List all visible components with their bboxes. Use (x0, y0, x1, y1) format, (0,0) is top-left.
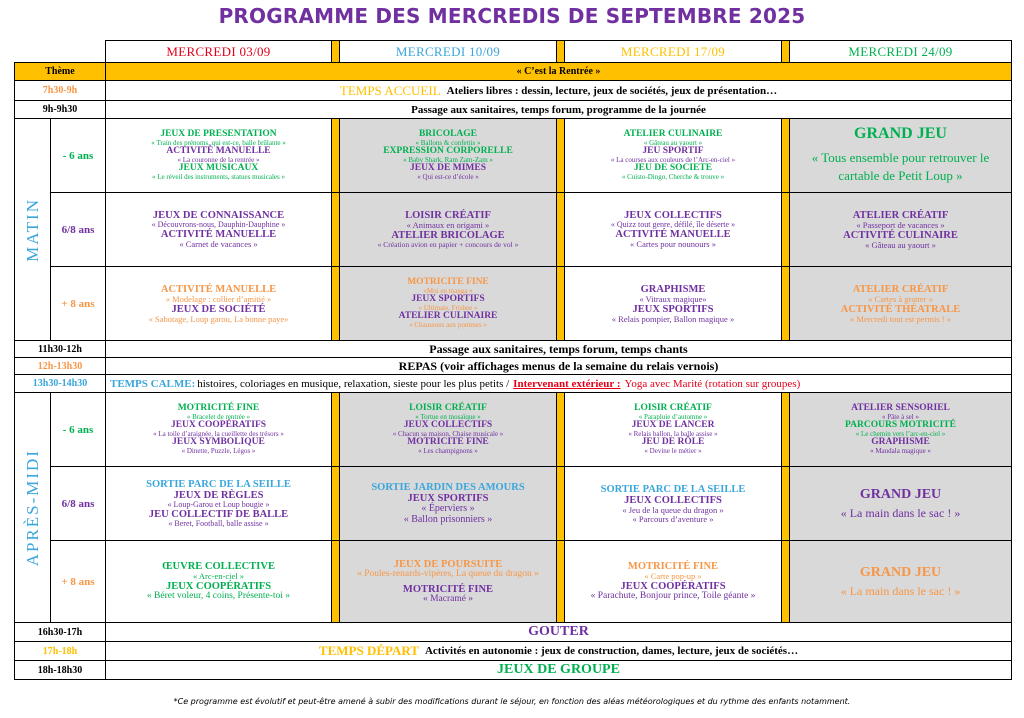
activity-detail: « Éperviers » (421, 503, 475, 515)
activity-detail: « Train des prénoms, qui est-ce, balle brûlante » (151, 138, 286, 147)
activity-detail: « Arc-en-ciel » (193, 571, 244, 582)
activity-cell (564, 540, 782, 623)
activity-detail: « La couronne de la rentrée » (177, 155, 260, 164)
activity-title: JEUX DE CONNAISSANCE (152, 209, 285, 221)
activity-title: LOISIR CRÉATIF (405, 210, 491, 222)
activity-cell (105, 266, 332, 341)
age-group: - 6 ans (50, 392, 106, 467)
activity-cell (564, 466, 782, 541)
activity-title: ATELIER BRICOLAGE (391, 230, 505, 242)
activity-detail: « Vitraux magique» (639, 293, 707, 304)
matin-label-cell (14, 118, 51, 341)
activity-title: JEUX DE MIMES (409, 163, 486, 174)
activity-title: SORTIE JARDIN DES AMOURS (371, 481, 525, 493)
footnote: *Ce programme est évolutif et peut-être amené à subir des modifications durant le séjour, en fonction des aléas météorologiques et du rythme des enfants notamment. (173, 697, 851, 706)
activity-title: ATELIER CULINAIRE (623, 128, 723, 139)
activity-detail: «Moi en manga » (423, 286, 473, 295)
activity-title: JEUX DE LANCER (631, 419, 715, 430)
activity-cell (339, 266, 557, 341)
activity-title: JEU COLLECTIF DE BALLE (148, 509, 289, 520)
activity-detail: « Ultimate, Frisbee » (418, 303, 478, 312)
time-slot: 9h-9h30 (14, 100, 106, 119)
schedule-table (14, 40, 1011, 679)
activity-detail: « Chacun sa maison, Chaise musicale » (392, 429, 504, 438)
activity-detail: « Qui est-ce d’école » (417, 173, 479, 182)
activity-title: ACTIVITÉ MANUELLE (160, 229, 277, 241)
theme-label: Thème (14, 62, 106, 81)
activity-detail: « La courses aux couleurs de l’Arc-en-ciel » (610, 155, 736, 164)
activity-title: JEUX SPORTIFS (411, 293, 485, 304)
activity-title: JEUX COLLECTIFS (624, 494, 722, 506)
activity-cell (564, 392, 782, 467)
activity-title: JEUX DE RÈGLES (173, 489, 264, 501)
activity-title: JEUX DE POURSUITE (393, 558, 503, 570)
matin-label: MATIN (22, 197, 42, 262)
time-slot: 16h30-17h (14, 622, 106, 642)
activity-title: MOTRICITE FINE (407, 276, 489, 287)
activity-detail: « Parapluie d’automne » (638, 412, 708, 421)
activity-detail: « Jeu de la queue du dragon » (622, 504, 724, 515)
activity-detail: « Chaussons aux pommes » (409, 321, 487, 330)
activity-title: ATELIER CULINAIRE (398, 311, 498, 322)
activity-detail: « Tous ensemble pour retrouver le cartable de Petit Loup » (811, 149, 990, 183)
activity-title: ACTIVITÉ MANUELLE (166, 145, 271, 156)
activity-title: GRAND JEU (859, 564, 942, 580)
activity-title: JEU SPORTIF (642, 145, 704, 156)
band-row: GOUTER (105, 622, 1012, 642)
activity-cell (339, 540, 557, 623)
activity-detail: « Loup-Garou et Loup bougie » (167, 499, 270, 509)
accueil-text: Ateliers libres : dessin, lecture, jeux de sociétés, jeux de présentation… (446, 84, 778, 97)
band-row: Passage aux sanitaires, temps forum, temps chants (105, 340, 1012, 358)
activity-detail: « La main dans le sac ! » (840, 583, 961, 598)
accueil-band (105, 80, 1012, 101)
activity-detail: « Animaux en origami » (406, 220, 490, 231)
depart-text: Activités en autonomie : jeux de construction, dames, lecture, jeux de sociétés… (424, 645, 799, 657)
activity-detail: « Les champignons » (418, 447, 478, 456)
band-row: Passage aux sanitaires, temps forum, programme de la journée (105, 100, 1012, 119)
activity-detail: « Gâteau au yaourt » (865, 239, 936, 250)
activity-detail: « La main dans le sac ! » (840, 505, 961, 520)
accueil-title: TEMPS ACCUEIL (339, 82, 441, 98)
time-slot: 12h-13h30 (14, 357, 106, 375)
activity-detail: « Tortue en mosaïque » (415, 412, 481, 421)
activity-title: ACTIVITÉ CULINAIRE (843, 229, 958, 241)
activity-detail: « Parcours d’aventure » (632, 513, 714, 524)
theme-value: « C’est la Rentrée » (105, 62, 1012, 81)
activity-cell (789, 392, 1012, 467)
activity-title: MOTRICITÉ FINE (177, 402, 260, 413)
activity-detail: « Cartes pour nounours » (630, 239, 716, 250)
temps-calme-title: TEMPS CALME: (110, 377, 196, 390)
activity-detail: « Mercredi tout est permis ! » (849, 313, 952, 324)
activity-cell (105, 192, 332, 267)
activity-title: LOISIR CRÉATIF (409, 402, 487, 413)
activity-title: JEUX SPORTIFS (632, 303, 714, 315)
activity-title: ACTIVITÉ THÉATRALE (840, 303, 961, 315)
activity-cell (789, 118, 1012, 193)
activity-title: GRAPHISME (640, 283, 706, 295)
activity-detail: « Béret voleur, 4 coins, Présente-toi » (146, 590, 291, 601)
activity-cell (105, 540, 332, 623)
time-slot: 13h30-14h30 (14, 374, 106, 393)
time-slot: 17h-18h (14, 641, 106, 661)
activity-detail: « Modelage : collier d’amitié » (165, 293, 272, 304)
day-header-2: MERCREDI 10/09 (339, 40, 557, 63)
band-row: JEUX DE GROUPE (105, 660, 1012, 680)
activity-title: LOISIR CRÉATIF (634, 402, 712, 413)
activity-title: ATELIER SENSORIEL (851, 402, 950, 413)
activity-title: JEUX COOPÉRATIFS (620, 580, 726, 592)
activity-detail: « Bracelet de rentrée » (186, 412, 251, 421)
activity-detail: « Ballon prisonniers » (403, 513, 493, 525)
activity-cell (789, 266, 1012, 341)
activity-cell (105, 118, 332, 193)
activity-title: GRAND JEU (854, 124, 947, 142)
activity-title: JEUX COOPÉRATIFS (165, 580, 272, 592)
activity-detail: « Découvrons-nous, Dauphin-Dauphine » (151, 219, 286, 229)
activity-title: JEU DE SOCIETE (633, 163, 713, 174)
activity-title: ATELIER CRÉATIF (852, 283, 949, 295)
age-group: 6/8 ans (50, 466, 106, 541)
age-group: + 8 ans (50, 540, 106, 623)
activity-detail: « Devine le métier » (644, 447, 702, 456)
time-slot: 7h30-9h (14, 80, 106, 101)
activity-detail: « Dinette, Puzzle, Légos » (181, 447, 256, 456)
activity-title: GRAPHISME (871, 437, 930, 448)
age-group: 6/8 ans (50, 192, 106, 267)
activity-detail: « Baby Shark, Ram Zam-Zam » (403, 155, 493, 164)
activity-cell (339, 118, 557, 193)
age-group: - 6 ans (50, 118, 106, 193)
activity-title: JEUX SPORTIFS (407, 493, 489, 504)
activity-detail: « Sabotage, Loup garou, La bonne paye» (148, 313, 289, 324)
activity-detail: « Relais pompier, Ballon magique » (611, 313, 735, 324)
activity-detail: « Le réveil des instruments, statues musicales » (152, 173, 285, 182)
activity-title: BRICOLAGE (418, 128, 478, 139)
activity-cell (339, 192, 557, 267)
activity-cell (105, 392, 332, 467)
activity-detail: « Cartes à gratter » (868, 293, 933, 304)
activity-detail: « Quizz tout genre, défilé, île déserte » (610, 219, 736, 229)
activity-title: GRAND JEU (859, 486, 942, 502)
activity-title: JEUX COLLECTIFS (403, 419, 493, 430)
time-slot: 11h30-12h (14, 340, 106, 358)
activity-title: SORTIE PARC DE LA SEILLE (146, 478, 291, 490)
activity-cell (564, 118, 782, 193)
activity-detail: « Pâte à sel » (882, 412, 919, 421)
page-title: PROGRAMME DES MERCREDIS DE SEPTEMBRE 2025 (218, 4, 806, 28)
activity-detail: « Passeport de vacances » (856, 219, 945, 230)
activity-detail: « Création avion en papier + concours de vol » (377, 240, 519, 250)
activity-title: JEUX DE PRESENTATION (160, 128, 277, 139)
activity-title: MOTRICITÉ FINE (402, 583, 494, 595)
activity-title: JEUX DE SOCIÉTÉ (171, 303, 266, 315)
activity-detail: « Gâteau au yaourt » (643, 138, 703, 147)
temps-calme-text: histoires, coloriages en musique, relaxation, sieste pour les plus petits / (197, 377, 510, 390)
activity-cell (339, 392, 557, 467)
activity-detail: « Poules-renards-vipères, La queue du dragon » (357, 568, 539, 579)
activity-title: EXPRESSION CORPORELLE (383, 145, 513, 156)
activity-title: MOTRICITE FINE (407, 437, 489, 448)
activity-title: PARCOURS MOTRICITÉ (845, 419, 956, 430)
age-group: + 8 ans (50, 266, 106, 341)
day-header-1: MERCREDI 03/09 (105, 40, 332, 63)
activity-cell (105, 466, 332, 541)
activity-title: ŒUVRE COLLECTIVE (162, 561, 275, 573)
day-header-3: MERCREDI 17/09 (564, 40, 782, 63)
activity-detail: « Le chemin vers l’arc-en-ciel » (855, 429, 946, 438)
activity-title: ACTIVITÉ MANUELLE (615, 229, 731, 241)
depart-band (105, 641, 1012, 661)
aprem-label: APRÈS-MIDI (22, 448, 42, 567)
activity-title: ACTIVITÉ MANUELLE (160, 283, 277, 295)
activity-cell (789, 540, 1012, 623)
aprem-label-cell (14, 392, 51, 623)
activity-detail: « Ballons & confettis » (415, 138, 481, 147)
activity-cell (564, 192, 782, 267)
activity-cell (339, 466, 557, 541)
activity-detail: « Cuisto-Dingo, Cherche & trouve » (621, 173, 725, 182)
activity-title: JEUX MUSICAUX (178, 163, 259, 174)
activity-detail: « Relais ballon, la balle assise » (628, 429, 718, 438)
intervenant-text: Yoga avec Marité (rotation sur groupes) (624, 377, 801, 390)
activity-detail: « Carte pop-up » (644, 571, 702, 582)
activity-title: SORTIE PARC DE LA SEILLE (600, 483, 746, 495)
activity-detail: « Macramé » (422, 593, 474, 604)
activity-title: MOTRICITÉ FINE (627, 561, 719, 573)
activity-detail: « Beret, Football, balle assise » (168, 519, 269, 529)
activity-cell (789, 192, 1012, 267)
corner-cell (14, 40, 106, 63)
activity-title: ATELIER CRÉATIF (852, 209, 949, 221)
temps-calme-band (105, 374, 1012, 393)
activity-cell (789, 466, 1012, 541)
activity-title: JEU DE RÔLE (641, 437, 705, 448)
depart-title: TEMPS DÉPART (318, 643, 419, 658)
intervenant-label: Intervenant extérieur : (513, 377, 621, 390)
activity-detail: « La toile d’araignée, la cueillette des trésors » (153, 429, 284, 438)
day-header-4: MERCREDI 24/09 (789, 40, 1012, 63)
activity-detail: « Mandala magique » (870, 447, 931, 456)
activity-cell (564, 266, 782, 341)
activity-detail: « Carnet de vacances » (179, 239, 258, 250)
activity-title: JEUX SYMBOLIQUE (172, 437, 265, 448)
band-row: REPAS (voir affichages menus de la semaine du relais vernois) (105, 357, 1012, 375)
activity-title: JEUX COLLECTIFS (624, 209, 722, 221)
activity-detail: « Parachute, Bonjour prince, Toile géante » (590, 590, 756, 601)
time-slot: 18h-18h30 (14, 660, 106, 680)
activity-title: JEUX COOPÉRATIFS (170, 419, 267, 430)
